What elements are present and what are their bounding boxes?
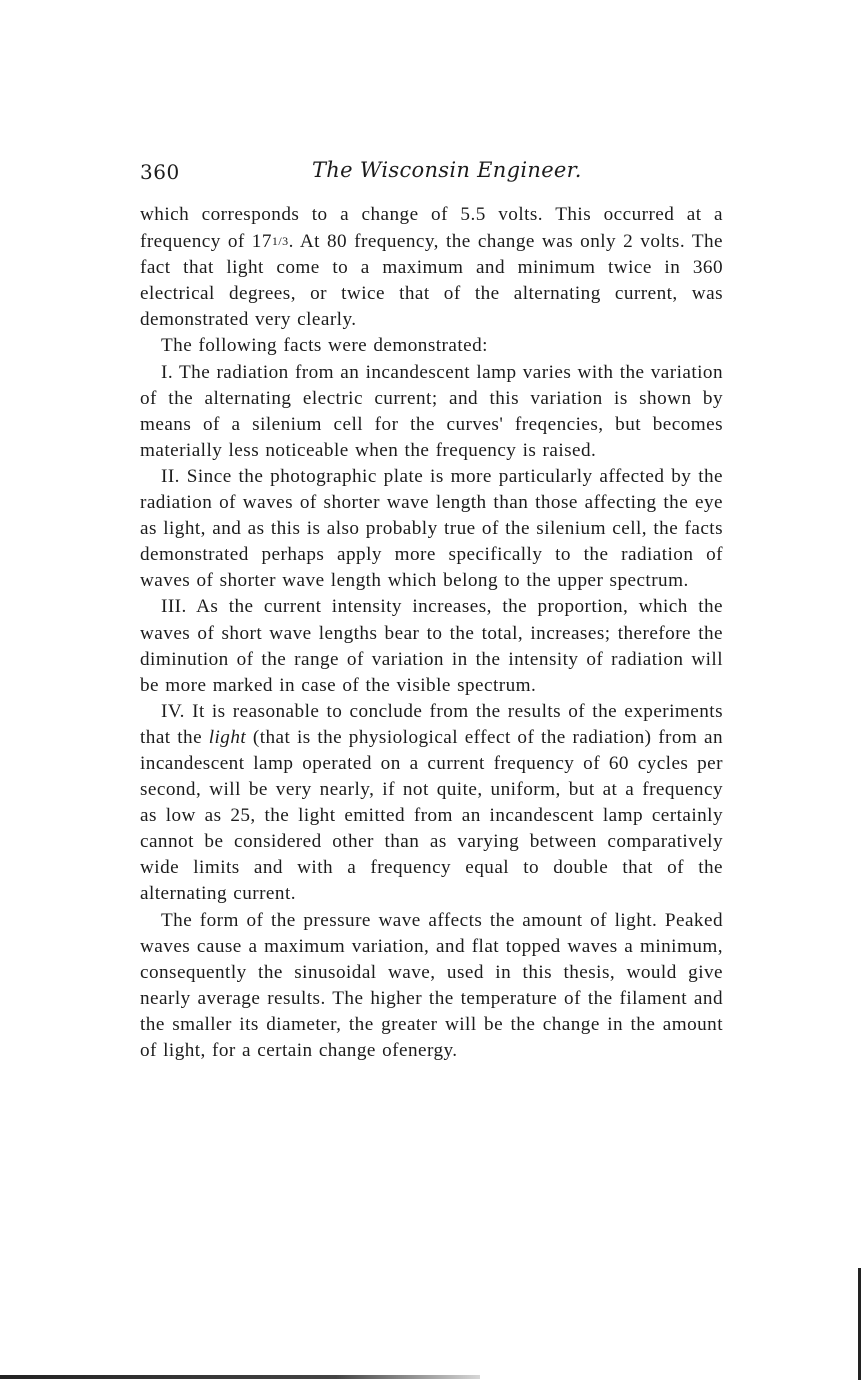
paragraph-text: . At 80 frequency, the change was only 2 volts. The fact that light come to a maximum and minimum twice in 360 electrical degrees, or twice that of the alternating current, was demonstrated very clearly.: [140, 231, 724, 331]
paragraph-text: which corresponds to a change of 5.5 volts. This occurred at a frequency of 17: [140, 204, 723, 253]
scan-edge-bottom: [0, 1375, 480, 1379]
paragraph-fact-3: III. As the current intensity increases, the proportion, which the waves of short wave lengths bear to the total, increases; therefore the diminution of the range of variation in the intensity of radiation will be more marked in case of the visible spectrum.: [140, 596, 723, 696]
paragraph-pressure-wave: The form of the pressure wave affects the amount of light. Peaked waves cause a maximum variation, and flat topped waves a minimum, consequently the sinusoidal wave, used in this thesis, would give nearly average results. The higher the temperature of the filament and the smaller its diameter, the greater will be the change in the amount of light, for a certain change ofenergy.: [140, 909, 723, 1061]
paragraph-fact-1: I. The radiation from an incandescent lamp varies with the variation of the alternating electric current; and this variation is shown by means of a silenium cell for the curves' freqencies, but becomes materially less noticeable when the frequency is raised.: [140, 361, 723, 461]
paragraph-text: (that is the physiological effect of the radiation) from an incandescent lamp operated on a current frequency of 60 cycles per second, will be very nearly, if not quite, uniform, but at a frequency as low as 25, the light emitted from an incandescent lamp certainly cannot be considered other than as varying between comparatively wide limits and with a frequency equal to double that of the alternating current.: [140, 726, 723, 905]
paragraph-fact-2: II. Since the photographic plate is more particularly affected by the radiation of waves of shorter wave length than those affecting the eye as light, and as this is also probably true of the silenium cell, the facts demonstrated perhaps apply more specifically to the radiation of waves of shorter wave length which belong to the upper spectrum.: [140, 465, 723, 592]
emphasis-light: light: [208, 726, 247, 748]
paragraph-continuation: [140, 202, 723, 333]
page-header: [140, 158, 723, 190]
page-number: 360: [140, 160, 180, 184]
fraction: 1/3: [271, 234, 289, 249]
paragraph-fact-4: [140, 699, 723, 908]
paragraph-intro: The following facts were demonstrated:: [161, 335, 488, 357]
scan-edge-right: [858, 1268, 861, 1380]
article-body: [140, 202, 723, 1064]
journal-title: The Wisconsin Engineer.: [312, 158, 582, 182]
paragraph-text: IV. It is reasonable to conclude from the results of the experiments that the: [140, 700, 723, 748]
